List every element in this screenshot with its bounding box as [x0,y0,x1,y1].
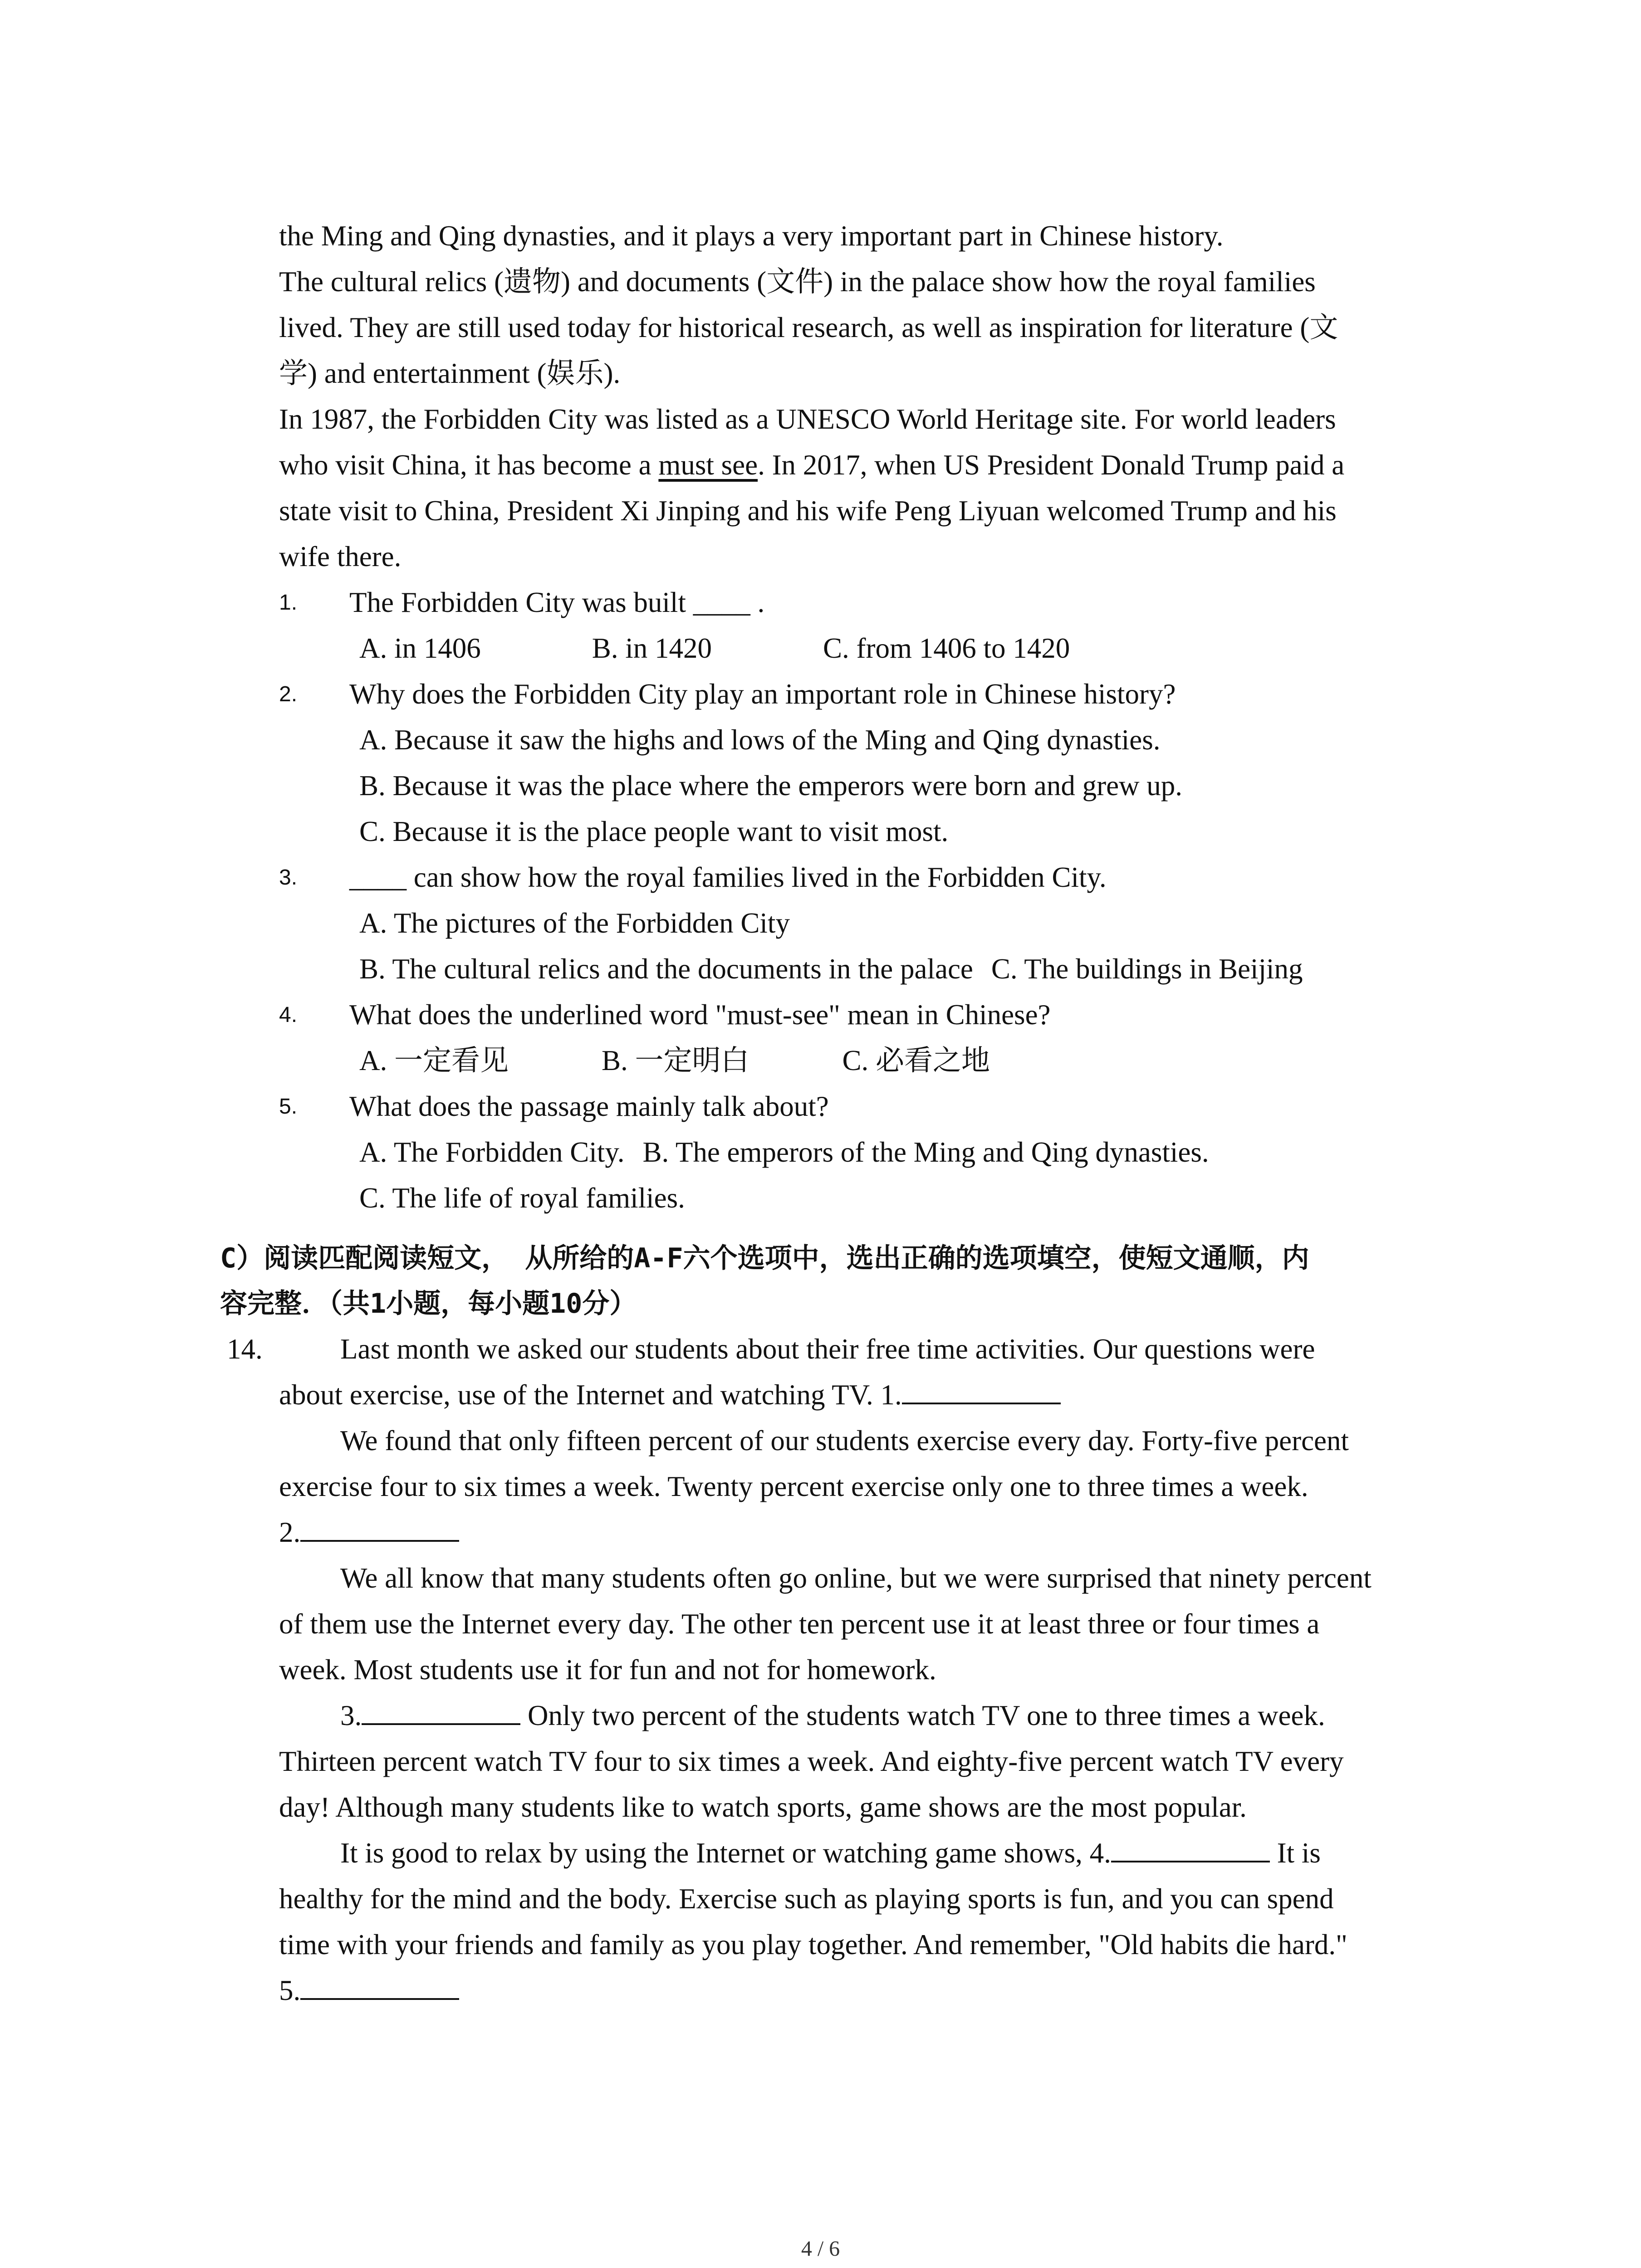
passage-c-line: Thirteen percent watch TV four to six times a week. And eighty-five percent watch TV every [279,1745,1344,1777]
option-b: B. The cultural relics and the documents in the palace [359,953,973,985]
question-5 [279,1084,1468,1129]
text-segment: about exercise, use of the Internet and watching TV. 1. [279,1379,902,1411]
option-b: B. Because it was the place where the emperors were born and grew up. [359,770,1183,802]
question-stem: What does the underlined word "must-see" mean in Chinese? [349,999,1051,1031]
passage-b-line: 学) and entertainment (娱乐). [279,357,621,389]
answer-blank-5 [300,1974,459,2000]
text-segment: It is [1269,1837,1321,1869]
passage-c-line: day! Although many students like to watch sports, game shows are the most popular. [279,1791,1247,1823]
passage-b-line: state visit to China, President Xi Jinping and his wife Peng Liyuan welcomed Trump and his [279,495,1337,527]
question-1-options [279,626,1468,671]
passage-c-line [279,1372,1468,1418]
answer-blank-1 [902,1378,1061,1404]
passage-c-line: exercise four to six times a week. Twenty percent exercise only one to three times a week. [279,1471,1308,1502]
question-number: 2. [279,682,298,706]
option-a: A. in 1406 [359,632,481,664]
option-c: C. from 1406 to 1420 [823,632,1070,664]
answer-blank-3 [362,1699,520,1725]
option-a: A. 一定看见 [359,1045,509,1076]
text-segment: Only two percent of the students watch TV one to three times a week. [520,1700,1325,1731]
text-segment: Last month we asked our students about their free time activities. Our questions were [340,1333,1315,1365]
option-c: C. The life of royal families. [359,1182,685,1214]
page-number: 4 / 6 [801,2237,840,2261]
question-number: 3. [279,865,298,890]
passage-c-line: We all know that many students often go online, but we were surprised that ninety percent [340,1562,1372,1594]
option-b: B. 一定明白 [602,1045,749,1076]
answer-blank-4 [1111,1836,1270,1862]
section-heading-line: 容完整．（共1小题，每小题10分） [220,1288,637,1320]
question-3-options [279,946,1468,992]
option-b: B. in 1420 [592,632,712,664]
text-segment: It is good to relax by using the Internet or watching game shows, 4. [340,1837,1111,1869]
question-3 [279,855,1468,900]
section-c-heading [220,1236,1468,1326]
blank-number: 2. [279,1516,301,1548]
blank-number: 3. [340,1700,362,1731]
passage-c-line [279,1968,1468,2014]
question-5-options [279,1129,1468,1175]
passage-c-line [227,1326,1468,1372]
passage-c-line: We found that only fifteen percent of our students exercise every day. Forty-five percent [340,1425,1349,1457]
option-c: C. 必看之地 [842,1045,990,1076]
passage-c-line: time with your friends and family as you play together. And remember, "Old habits die hard." [279,1929,1347,1960]
option-b: B. The emperors of the Ming and Qing dynasties. [642,1136,1209,1168]
passage-c-line [279,1830,1468,1876]
question-stem: The Forbidden City was built [349,587,693,618]
option-a: A. Because it saw the highs and lows of the Ming and Qing dynasties. [359,724,1161,756]
underlined-word: must see [658,449,758,481]
blank-number: 5. [279,1975,301,2006]
question-4 [279,992,1468,1038]
passage-c-line: healthy for the mind and the body. Exercise such as playing sports is fun, and you can spend [279,1883,1334,1915]
passage-b-line: wife there. [279,541,402,572]
passage-b-line: In 1987, the Forbidden City was listed as a UNESCO World Heritage site. For world leaders [279,403,1336,435]
answer-blank: ____ [349,861,407,893]
question-stem: Why does the Forbidden City play an important role in Chinese history? [349,678,1176,710]
question-1 [279,580,1468,626]
passage-b-line: lived. They are still used today for historical research, as well as inspiration for literature (文 [279,312,1338,343]
answer-blank-2 [300,1515,459,1542]
section-heading-line: C）阅读匹配阅读短文， 从所给的A-F六个选项中，选出正确的选项填空，使短文通顺，内 [220,1242,1309,1274]
passage-c-line [279,1693,1468,1739]
question-number: 14. [227,1333,263,1365]
question-4-options [279,1038,1468,1084]
passage-b-line [279,442,1468,488]
passage-c-line: of them use the Internet every day. The other ten percent use it at least three or four times a [279,1608,1320,1640]
question-stem: can show how the royal families lived in the Forbidden City. [407,861,1107,893]
question-number: 5. [279,1095,298,1119]
text-segment: . In 2017, when US President Donald Trump paid a [758,449,1345,481]
question-stem: . [750,587,765,618]
question-number: 4. [279,1003,298,1027]
option-c: C. Because it is the place people want to visit most. [359,816,949,847]
passage-c-line [279,1510,1468,1555]
answer-blank: ____ [693,587,750,618]
option-a: A. The Forbidden City. [359,1136,625,1168]
text-segment: who visit China, it has become a [279,449,659,481]
passage-b-line: The cultural relics (遗物) and documents (文件) in the palace show how the royal families [279,266,1316,298]
question-number: 1. [279,591,298,615]
option-c: C. The buildings in Beijing [991,953,1303,985]
question-2 [279,671,1468,717]
page-content [220,213,1468,2014]
passage-c-line: week. Most students use it for fun and not for homework. [279,1654,936,1686]
passage-b-line: the Ming and Qing dynasties, and it plays a very important part in Chinese history. [279,220,1224,252]
question-stem: What does the passage mainly talk about? [349,1090,829,1122]
option-a: A. The pictures of the Forbidden City [359,907,790,939]
